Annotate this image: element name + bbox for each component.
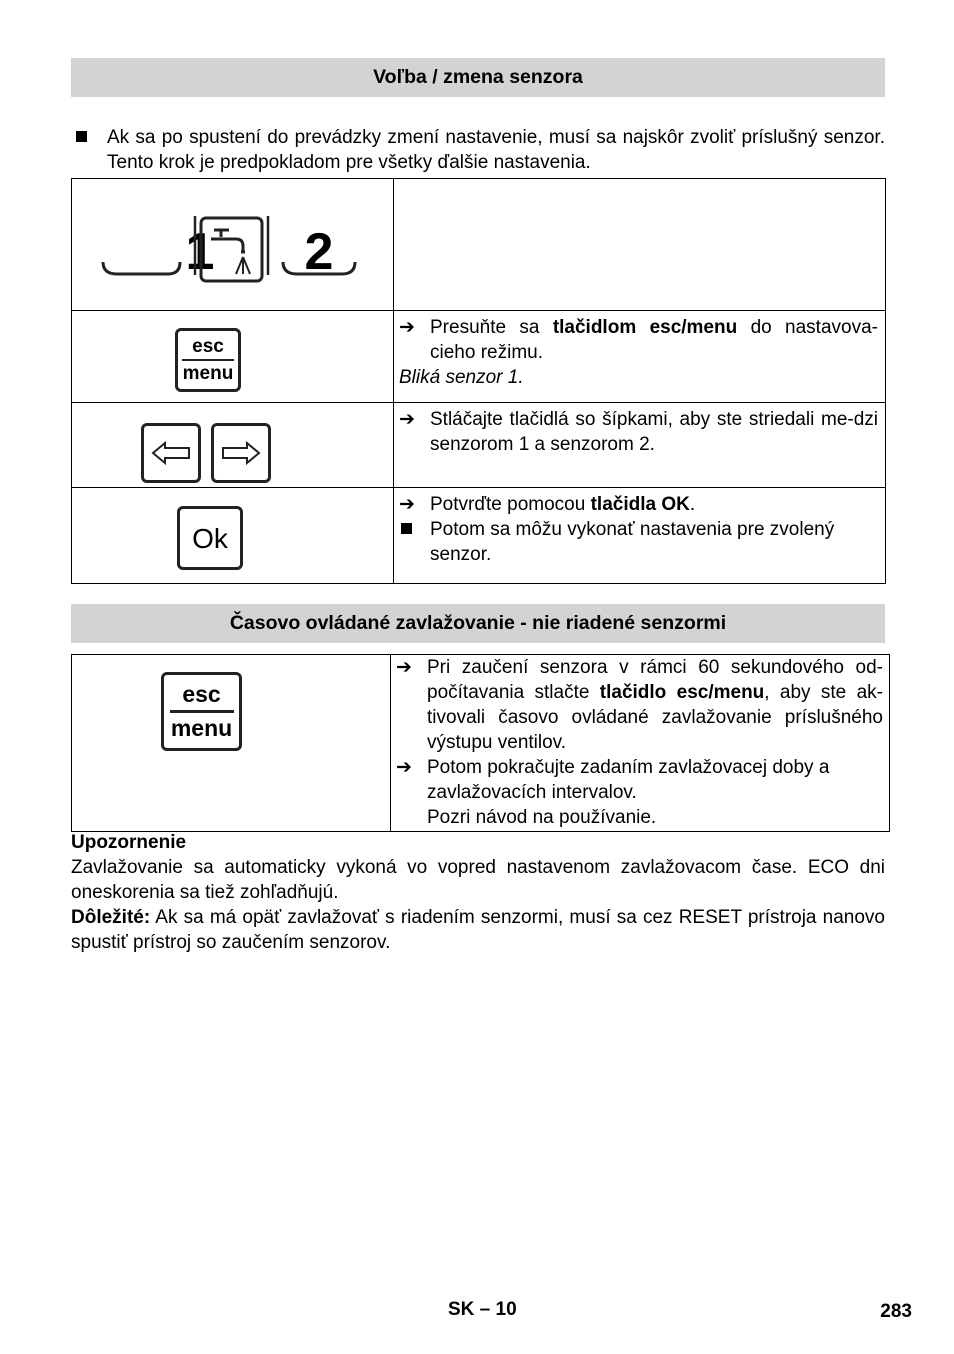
step-confirm: ➔ Potvrďte pomocou tlačidla OK. Potom sa môžu vykonať nastavenia pre zvolený senzor. <box>394 488 886 584</box>
timed-irrigation-steps: ➔ Pri zaučení senzora v rámci 60 sekundového od-počítavania stlačte tlačidlo esc/menu, aby ste ak-tivovali časovo ovládané zavlažovanie príslušného výstupu ventilov. ➔ Potom pokračujte zadaním zavlažovacej doby a zavlažovacích intervalov. Pozri návod na používanie. <box>391 655 890 832</box>
arrow-right-bullet-icon: ➔ <box>396 657 412 678</box>
page-number: 283 <box>880 1301 912 1322</box>
arrow-left-icon <box>151 441 191 465</box>
table-row <box>72 403 886 488</box>
arrow-left-button[interactable] <box>141 423 201 483</box>
table-row <box>72 488 886 584</box>
faucet-icon <box>211 230 250 274</box>
important-text: Dôležité: Ak sa má opäť zavlažovať s riadením senzormi, musí sa cez RESET prístroja nanovo spustiť prístroj so zaučením senzorov. <box>71 907 885 953</box>
timed-irrigation-table <box>71 654 890 832</box>
footer-section-label: SK – 10 <box>448 1299 517 1320</box>
arrow-right-bullet-icon: ➔ <box>399 317 415 338</box>
ok-button[interactable]: Ok <box>177 506 243 570</box>
step-enter-settings: ➔ Presuňte sa tlačidlom esc/menu do nastavova-cieho režimu. Bliká senzor 1. <box>394 311 886 403</box>
note-heading: Upozornenie <box>71 832 187 853</box>
arrow-right-icon <box>221 441 261 465</box>
section-heading-sensor-selection: Voľba / zmena senzora <box>71 58 885 97</box>
arrow-right-bullet-icon: ➔ <box>399 409 415 430</box>
sensor-steps-table <box>71 178 886 584</box>
section-heading-timed-irrigation: Časovo ovládané zavlažovanie - nie riadené senzormi <box>71 604 885 643</box>
sensor-1-bracket <box>103 262 180 274</box>
sensor-2-number: 2 <box>304 223 334 281</box>
sensor-display-illustration <box>72 179 394 311</box>
ok-key-cell <box>72 488 394 584</box>
arrow-right-bullet-icon: ➔ <box>399 494 415 515</box>
empty-description-cell <box>394 179 886 311</box>
table-row <box>72 311 886 403</box>
note-block <box>71 830 885 955</box>
bullet-square-icon <box>76 131 87 142</box>
arrow-right-button[interactable] <box>211 423 271 483</box>
table-row <box>72 655 890 832</box>
bullet-square-icon <box>401 523 412 534</box>
arrow-right-bullet-icon: ➔ <box>396 757 412 778</box>
arrow-keys-cell <box>72 403 394 488</box>
table-row <box>72 179 886 311</box>
blink-status-text: Bliká senzor 1. <box>399 367 524 388</box>
sensor-1-number: 1 <box>185 223 215 281</box>
step-toggle-sensor: ➔ Stláčajte tlačidlá so šípkami, aby ste striedali me-dzi senzorom 1 a senzorom 2. <box>394 403 886 488</box>
note-text: Zavlažovanie sa automaticky vykoná vo vopred nastavenom zavlažovacom čase. ECO dni oneskorenia sa tiež zohľadňujú. <box>71 857 885 903</box>
intro-paragraph <box>71 125 885 175</box>
esc-menu-key-cell <box>72 655 391 832</box>
intro-text: Ak sa po spustení do prevádzky zmení nastavenie, musí sa najskôr zvoliť príslušný senzor. Tento krok je predpokladom pre všetky ďalšie nastavenia. <box>107 127 885 173</box>
display-illustration-cell <box>72 179 394 311</box>
esc-menu-key-cell <box>72 311 394 403</box>
esc-menu-button[interactable]: esc menu <box>161 672 242 751</box>
esc-menu-button[interactable]: esc menu <box>175 328 241 392</box>
